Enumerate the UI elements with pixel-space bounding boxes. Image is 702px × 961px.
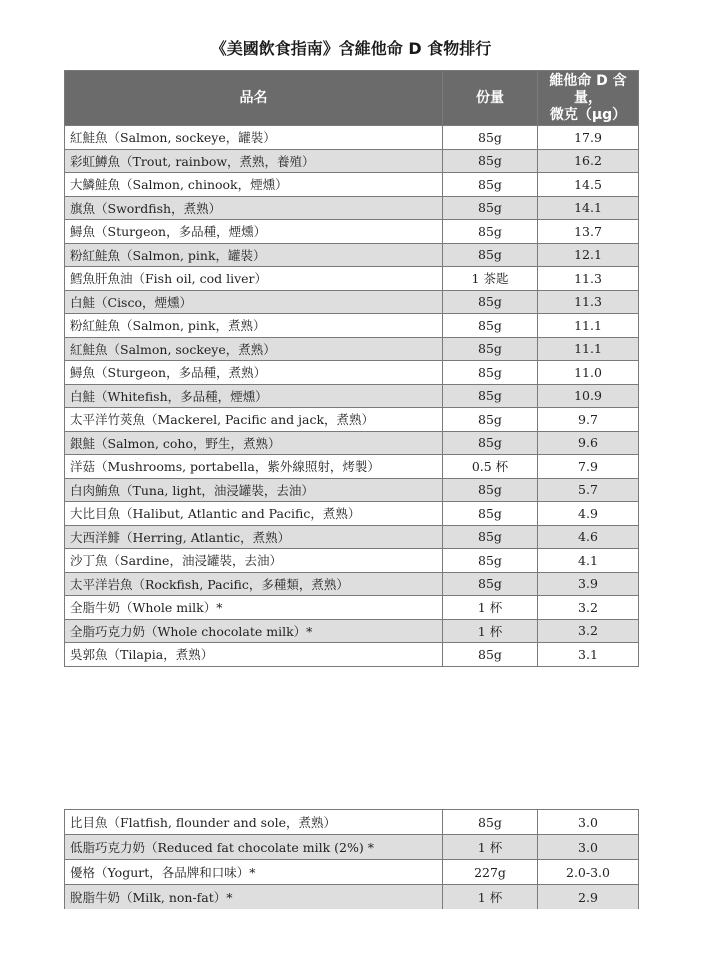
cell-vitd: 14.1	[538, 196, 639, 220]
cell-serving: 85g	[443, 126, 538, 150]
cell-serving: 85g	[443, 408, 538, 432]
cell-serving: 85g	[443, 478, 538, 502]
table-row	[65, 885, 639, 910]
cell-serving: 85g	[443, 337, 538, 361]
cell-vitd: 10.9	[538, 384, 639, 408]
cell-serving: 85g	[443, 196, 538, 220]
cell-name: 沙丁魚（Sardine，油浸罐裝，去油）	[65, 549, 443, 573]
cell-vitd: 17.9	[538, 126, 639, 150]
cell-serving: 85g	[443, 173, 538, 197]
cell-serving: 0.5 杯	[443, 455, 538, 479]
header-name: 品名	[65, 71, 443, 126]
cell-serving: 85g	[443, 643, 538, 667]
table-row	[65, 267, 639, 291]
cell-vitd: 3.2	[538, 596, 639, 620]
cell-name: 白鮭（Whitefish，多品種，煙燻）	[65, 384, 443, 408]
cell-name: 大西洋鯡（Herring, Atlantic，煮熟）	[65, 525, 443, 549]
cell-vitd: 9.7	[538, 408, 639, 432]
cell-name: 鱘魚（Sturgeon，多品種，煙燻）	[65, 220, 443, 244]
cell-serving: 85g	[443, 431, 538, 455]
cell-vitd: 12.1	[538, 243, 639, 267]
table-row	[65, 810, 639, 835]
cell-name: 低脂巧克力奶（Reduced fat chocolate milk (2%) *	[65, 835, 443, 860]
table-header-row	[65, 71, 639, 126]
cell-serving: 1 杯	[443, 619, 538, 643]
cell-vitd: 4.6	[538, 525, 639, 549]
cell-vitd: 11.0	[538, 361, 639, 385]
cell-vitd: 7.9	[538, 455, 639, 479]
cell-name: 粉紅鮭魚（Salmon, pink，罐裝）	[65, 243, 443, 267]
vitamin-d-table-continued	[64, 809, 639, 910]
cell-serving: 85g	[443, 502, 538, 526]
cell-serving: 1 杯	[443, 596, 538, 620]
cell-vitd: 9.6	[538, 431, 639, 455]
cell-name: 銀鮭（Salmon, coho，野生，煮熟）	[65, 431, 443, 455]
header-serving: 份量	[443, 71, 538, 126]
table-row	[65, 431, 639, 455]
cell-name: 吳郭魚（Tilapia，煮熟）	[65, 643, 443, 667]
table-row	[65, 572, 639, 596]
header-vitd-line2: 微克（μg）	[549, 106, 627, 123]
cell-name: 太平洋竹莢魚（Mackerel, Pacific and jack，煮熟）	[65, 408, 443, 432]
cell-name: 全脂牛奶（Whole milk）*	[65, 596, 443, 620]
cell-vitd: 3.2	[538, 619, 639, 643]
cell-serving: 227g	[443, 860, 538, 885]
table-row	[65, 361, 639, 385]
table-row	[65, 835, 639, 860]
table-row	[65, 290, 639, 314]
table-row	[65, 525, 639, 549]
cell-name: 洋菇（Mushrooms, portabella，紫外線照射，烤製）	[65, 455, 443, 479]
vitamin-d-table	[64, 70, 639, 667]
table-row	[65, 126, 639, 150]
cell-vitd: 4.9	[538, 502, 639, 526]
cell-name: 脫脂牛奶（Milk, non-fat）*	[65, 885, 443, 910]
cell-name: 優格（Yogurt，各品牌和口味）*	[65, 860, 443, 885]
cell-vitd: 2.9	[538, 885, 639, 910]
table-row	[65, 196, 639, 220]
cell-name: 全脂巧克力奶（Whole chocolate milk）*	[65, 619, 443, 643]
table-row	[65, 408, 639, 432]
cell-serving: 85g	[443, 220, 538, 244]
cell-vitd: 16.2	[538, 149, 639, 173]
cell-vitd: 5.7	[538, 478, 639, 502]
table-row	[65, 384, 639, 408]
page-bottom-crop	[0, 909, 702, 961]
table-row	[65, 643, 639, 667]
table-row	[65, 549, 639, 573]
cell-name: 白肉鮪魚（Tuna, light，油浸罐裝，去油）	[65, 478, 443, 502]
cell-vitd: 3.0	[538, 810, 639, 835]
cell-serving: 85g	[443, 810, 538, 835]
cell-serving: 1 茶匙	[443, 267, 538, 291]
cell-serving: 85g	[443, 314, 538, 338]
cell-serving: 85g	[443, 549, 538, 573]
table-row	[65, 860, 639, 885]
cell-serving: 85g	[443, 149, 538, 173]
cell-vitd: 2.0-3.0	[538, 860, 639, 885]
cell-serving: 1 杯	[443, 885, 538, 910]
cell-name: 大比目魚（Halibut, Atlantic and Pacific，煮熟）	[65, 502, 443, 526]
cell-serving: 85g	[443, 290, 538, 314]
cell-name: 紅鮭魚（Salmon, sockeye，罐裝）	[65, 126, 443, 150]
cell-name: 粉紅鮭魚（Salmon, pink，煮熟）	[65, 314, 443, 338]
header-vitd-line1: 維他命 D 含量，	[549, 72, 627, 106]
table-row	[65, 502, 639, 526]
cell-vitd: 3.1	[538, 643, 639, 667]
cell-vitd: 3.0	[538, 835, 639, 860]
cell-vitd: 13.7	[538, 220, 639, 244]
cell-serving: 85g	[443, 361, 538, 385]
cell-vitd: 11.1	[538, 337, 639, 361]
cell-vitd: 11.3	[538, 267, 639, 291]
cell-name: 太平洋岩魚（Rockfish, Pacific，多種類，煮熟）	[65, 572, 443, 596]
table-row	[65, 243, 639, 267]
cell-name: 比目魚（Flatfish, flounder and sole，煮熟）	[65, 810, 443, 835]
cell-vitd: 4.1	[538, 549, 639, 573]
cell-vitd: 3.9	[538, 572, 639, 596]
table-row	[65, 478, 639, 502]
cell-vitd: 14.5	[538, 173, 639, 197]
cell-vitd: 11.1	[538, 314, 639, 338]
table-row	[65, 220, 639, 244]
cell-name: 鱈魚肝魚油（Fish oil, cod liver）	[65, 267, 443, 291]
table-row	[65, 314, 639, 338]
cell-name: 紅鮭魚（Salmon, sockeye，煮熟）	[65, 337, 443, 361]
page-title: 《美國飲食指南》含維他命 D 食物排行	[210, 39, 492, 58]
table-row	[65, 596, 639, 620]
table-row	[65, 149, 639, 173]
table-row	[65, 455, 639, 479]
cell-vitd: 11.3	[538, 290, 639, 314]
header-vitd	[538, 71, 639, 126]
cell-name: 白鮭（Cisco，煙燻）	[65, 290, 443, 314]
cell-name: 旗魚（Swordfish，煮熟）	[65, 196, 443, 220]
cell-name: 彩虹鱒魚（Trout, rainbow，煮熟，養殖）	[65, 149, 443, 173]
table-row	[65, 619, 639, 643]
cell-serving: 1 杯	[443, 835, 538, 860]
cell-name: 鱘魚（Sturgeon，多品種，煮熟）	[65, 361, 443, 385]
table-row	[65, 337, 639, 361]
cell-name: 大鱗鮭魚（Salmon, chinook，煙燻）	[65, 173, 443, 197]
cell-serving: 85g	[443, 243, 538, 267]
cell-serving: 85g	[443, 572, 538, 596]
table-row	[65, 173, 639, 197]
cell-serving: 85g	[443, 384, 538, 408]
cell-serving: 85g	[443, 525, 538, 549]
